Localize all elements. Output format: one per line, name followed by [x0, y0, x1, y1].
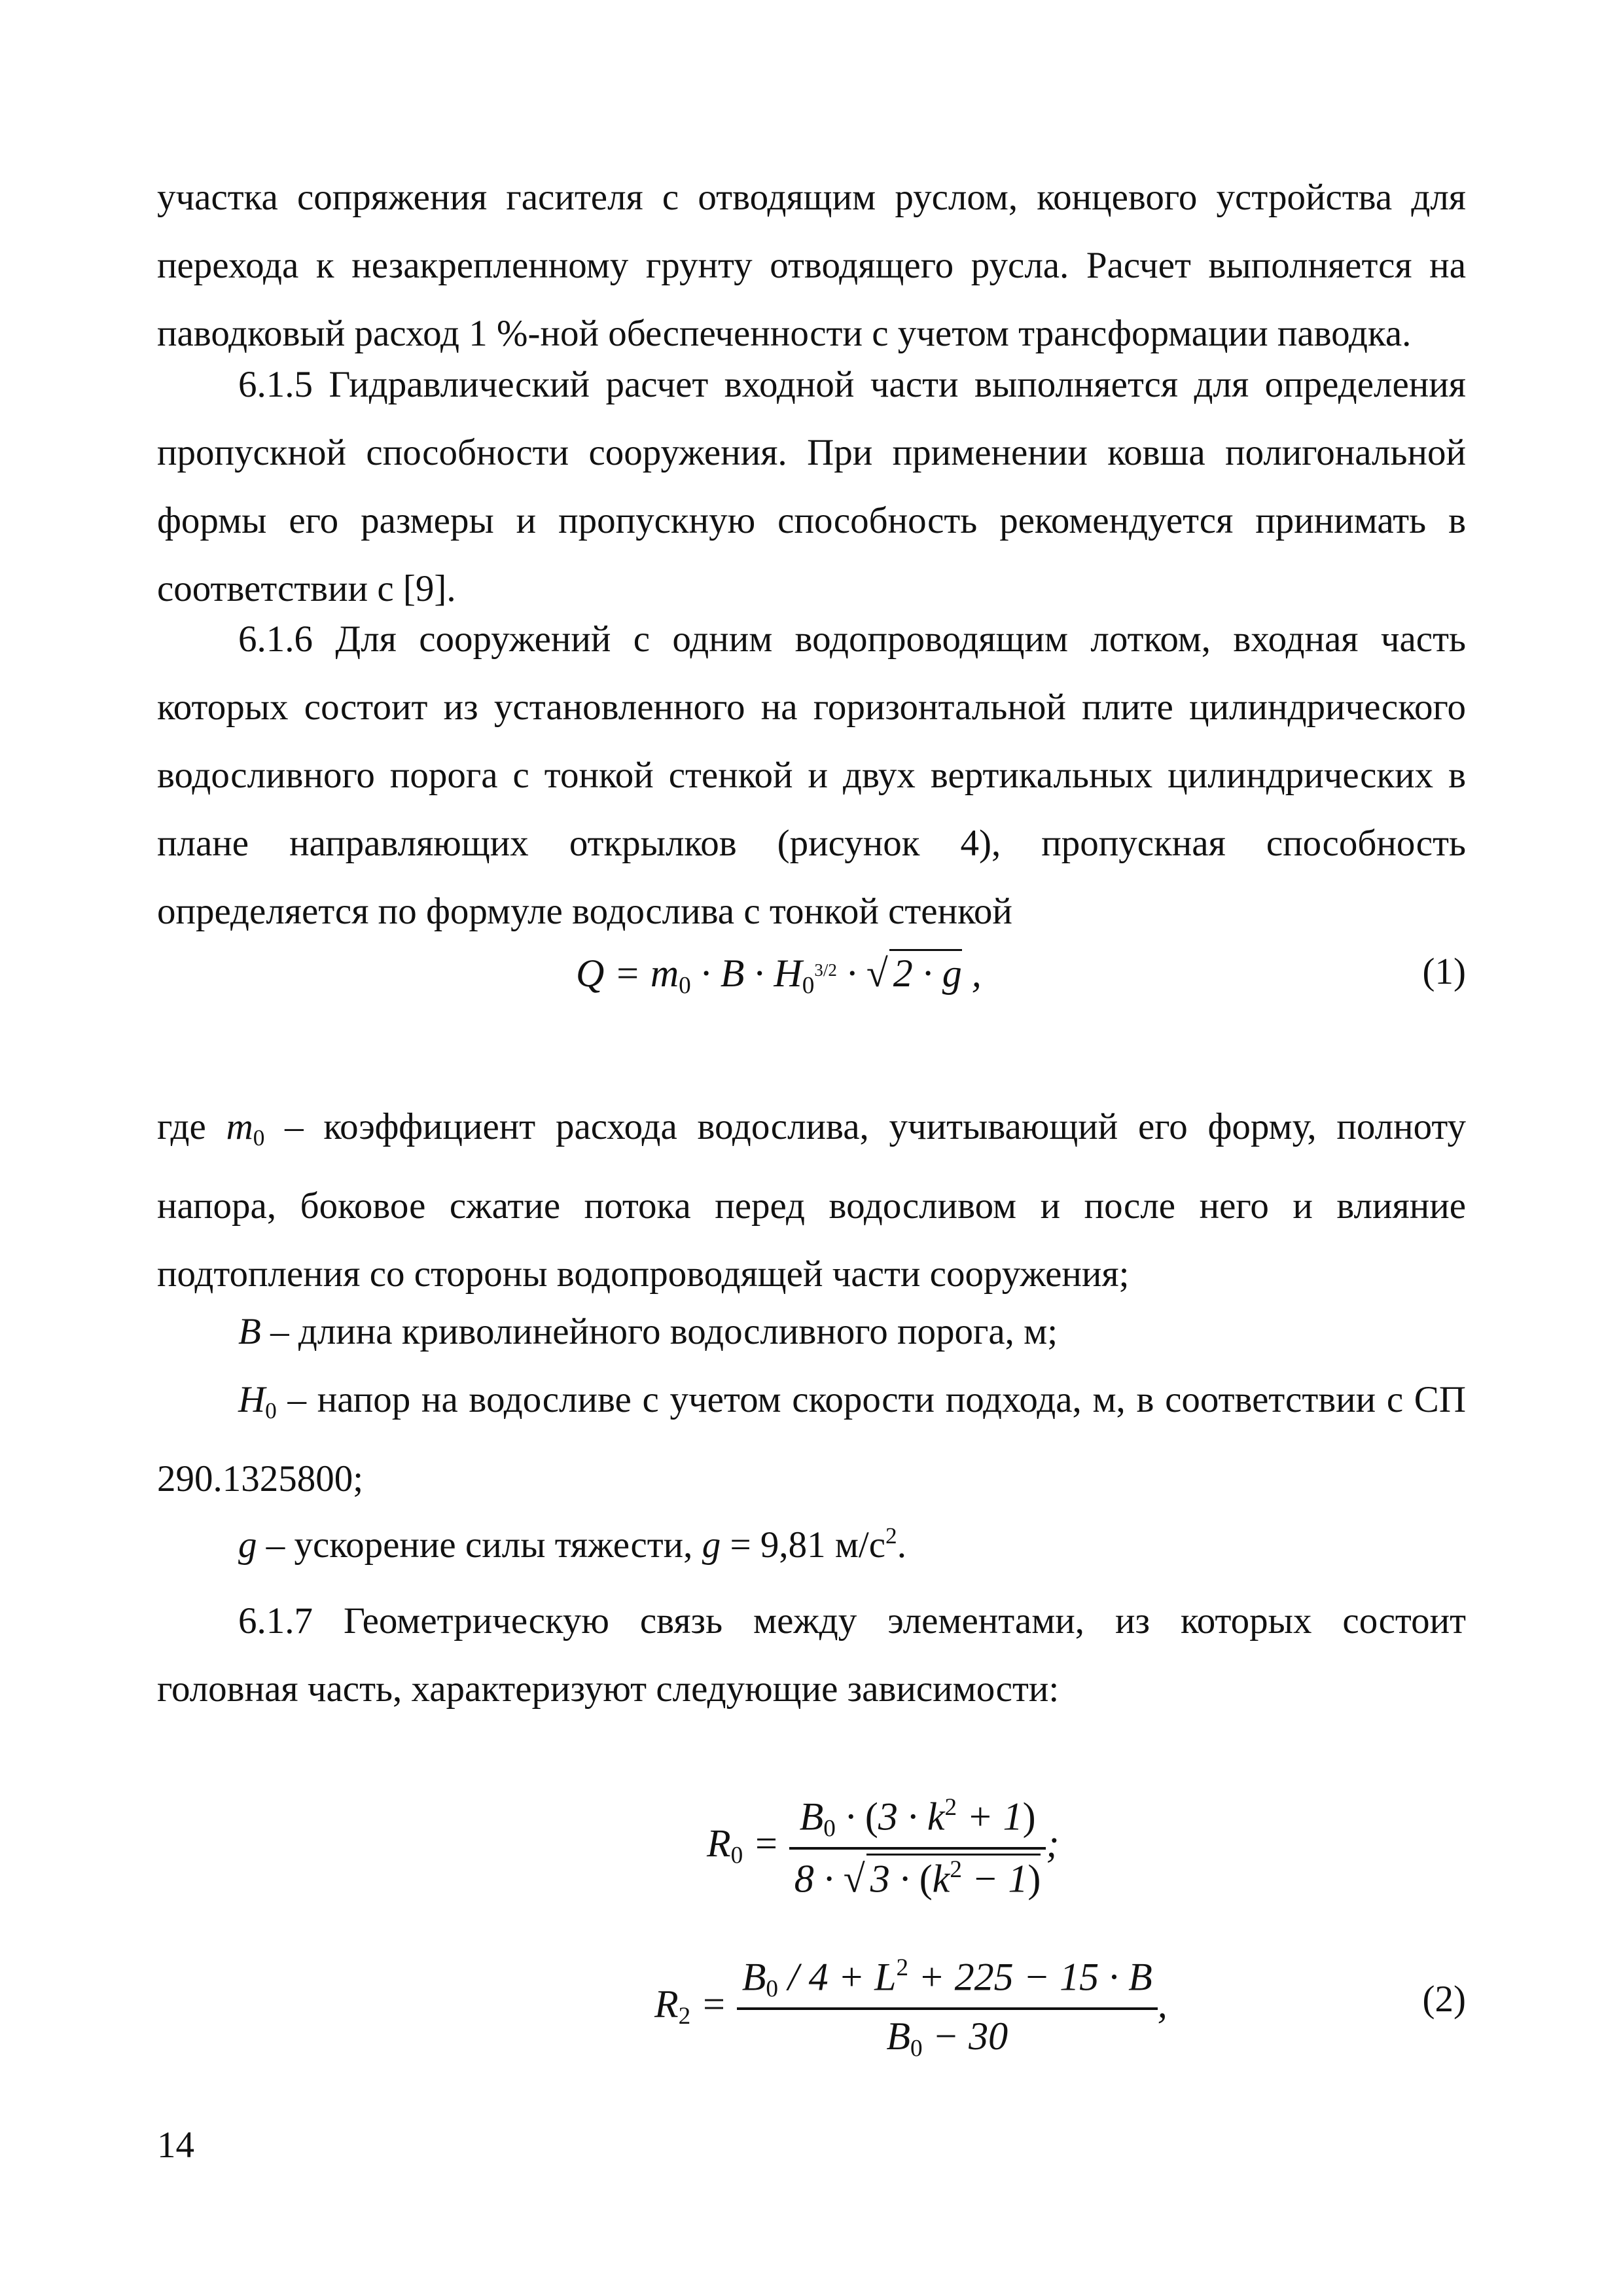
formula-1: $Q = m_0 \cdot B \cdot H_0^{3/2}$ · √ 2 · g ,: [576, 949, 982, 999]
formula-1-number: (1): [1422, 951, 1466, 992]
formula-r0: $R_0$ = $\frac{B_0 \cdot (3 \cdot k^2 + 1)}{8 \cdot √ 3 \cdot (k^2 - 1)}$ ;: [707, 1794, 1060, 1901]
formula-r2: $R_2$ = $\frac{B_0 / 4 + L^2 + 225 - 15 \cdot B}{B_0 - 30}$ ,: [654, 1954, 1168, 2062]
definition-m0: где $m_0$ – коэффициент расхода водослива, учитывающий его форму, полноту напора, боковое сжатие потока перед водосливом и после него и влияние подтопления со стороны водопроводящей части сооружения;: [157, 1106, 1466, 1295]
definition-g: g – ускорение силы тяжести, g = 9,81 $м/с^2$.: [238, 1523, 906, 1566]
paragraph-intro: участка сопряжения гасителя с отводящим руслом, концевого устройства для перехода к незакрепленному грунту отводящего русла. Расчет выполняется на паводковый расход 1 %-ной обеспеченности с учетом трансформации паводка.: [157, 177, 1466, 354]
definition-H0: $H_0$ – напор на водосливе с учетом скорости подхода, м, в соответствии с СП 290.1325800;: [157, 1379, 1466, 1499]
paragraph-6-1-7: 6.1.7 Геометрическую связь между элементами, из которых состоит головная часть, характеризуют следующие зависимости:: [157, 1600, 1466, 1710]
paragraph-6-1-6: 6.1.6 Для сооружений с одним водопроводящим лотком, входная часть которых состоит из установленного на горизонтальной плите цилиндрического водосливного порога с тонкой стенкой и двух вертикальных цилиндрических в плане направляющих открылков (рисунок 4), пропускная способность определяется по формуле водослива с тонкой стенкой: [157, 619, 1466, 932]
paragraph-6-1-5: 6.1.5 Гидравлический расчет входной части выполняется для определения пропускной способности сооружения. При применении ковша полигональной формы его размеры и пропускную способность рекомендуется принимать в соответствии с [9].: [157, 364, 1466, 609]
formula-2-number: (2): [1422, 1979, 1466, 2020]
page-number: 14: [157, 2125, 194, 2166]
definition-B: B – длина криволинейного водосливного порога, м;: [238, 1311, 1058, 1352]
